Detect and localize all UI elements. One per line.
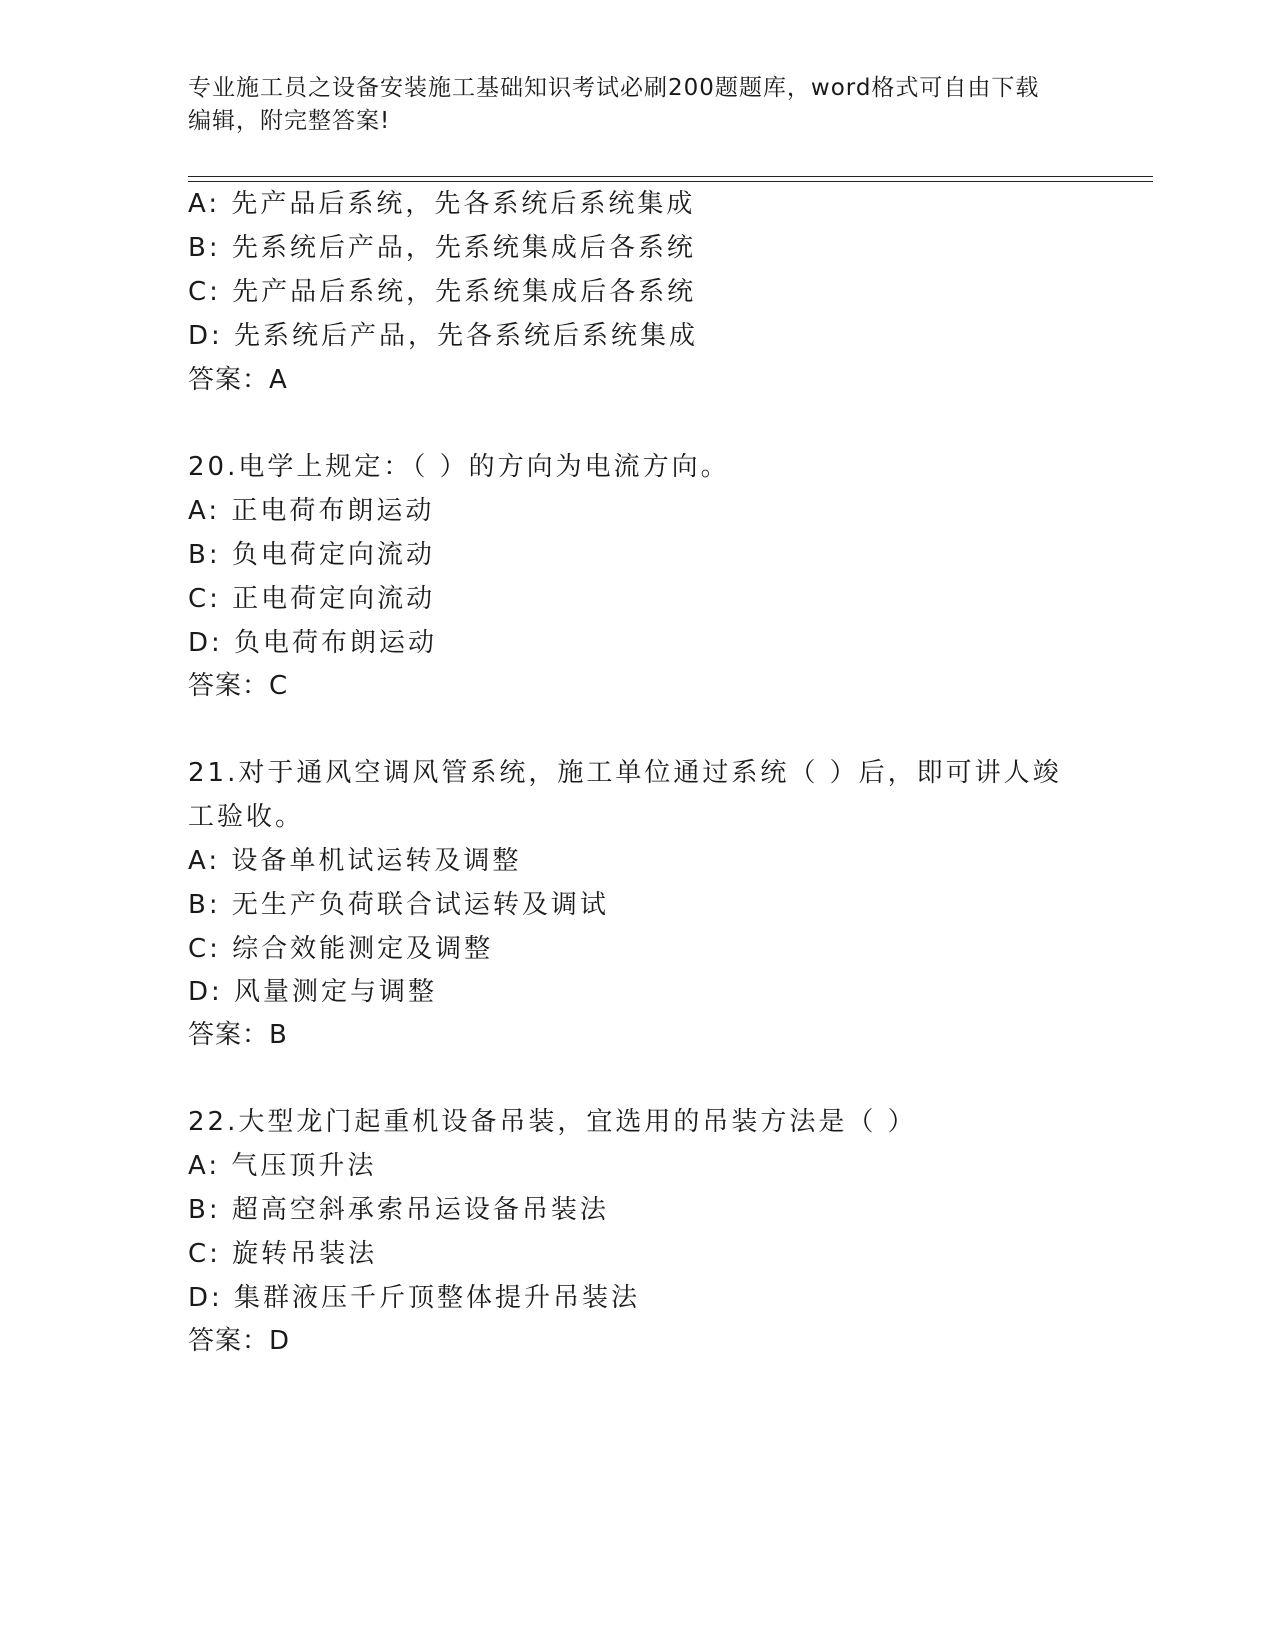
header-divider-bottom	[188, 181, 1153, 182]
q21-option-a: A: 设备单机试运转及调整	[188, 846, 522, 876]
q19-option-c: C: 先产品后系统，先系统集成后各系统	[188, 277, 697, 307]
header-title-line2: 编辑，附完整答案!	[188, 108, 391, 134]
q19-answer: 答案：A	[188, 365, 288, 395]
q22-option-d: D: 集群液压千斤顶整体提升吊装法	[188, 1283, 641, 1313]
q19-option-a: A: 先产品后系统，先各系统后系统集成	[188, 189, 696, 219]
q21-stem-line1: 21.对于通风空调风管系统，施工单位通过系统（ ）后，即可讲人竣	[188, 758, 1062, 788]
q22-option-c: C: 旋转吊装法	[188, 1239, 378, 1269]
q22-answer: 答案：D	[188, 1326, 291, 1356]
header-divider-top	[188, 176, 1153, 177]
q22-stem: 22.大型龙门起重机设备吊装，宜选用的吊装方法是（ ）	[188, 1107, 917, 1137]
document-header	[188, 72, 1088, 138]
q20-option-d: D: 负电荷布朗运动	[188, 628, 438, 658]
q21-answer: 答案：B	[188, 1020, 288, 1050]
q22-option-a: A: 气压顶升法	[188, 1151, 377, 1181]
q20-stem: 20.电学上规定：（ ）的方向为电流方向。	[188, 452, 730, 482]
q19-option-b: B: 先系统后产品，先系统集成后各系统	[188, 233, 696, 263]
q19-option-d: D: 先系统后产品，先各系统后系统集成	[188, 321, 699, 351]
q20-answer: 答案：C	[188, 671, 289, 701]
q21-option-c: C: 综合效能测定及调整	[188, 934, 494, 964]
q20-option-a: A: 正电荷布朗运动	[188, 496, 435, 526]
q21-option-b: B: 无生产负荷联合试运转及调试	[188, 890, 609, 920]
q22-option-b: B: 超高空斜承索吊运设备吊装法	[188, 1195, 609, 1225]
q20-option-b: B: 负电荷定向流动	[188, 540, 435, 570]
q21-option-d: D: 风量测定与调整	[188, 977, 438, 1007]
header-title-line1: 专业施工员之设备安装施工基础知识考试必刷200题题库，word格式可自由下载	[188, 75, 1040, 101]
q21-stem-line2: 工验收。	[188, 802, 305, 832]
q20-option-c: C: 正电荷定向流动	[188, 584, 436, 614]
